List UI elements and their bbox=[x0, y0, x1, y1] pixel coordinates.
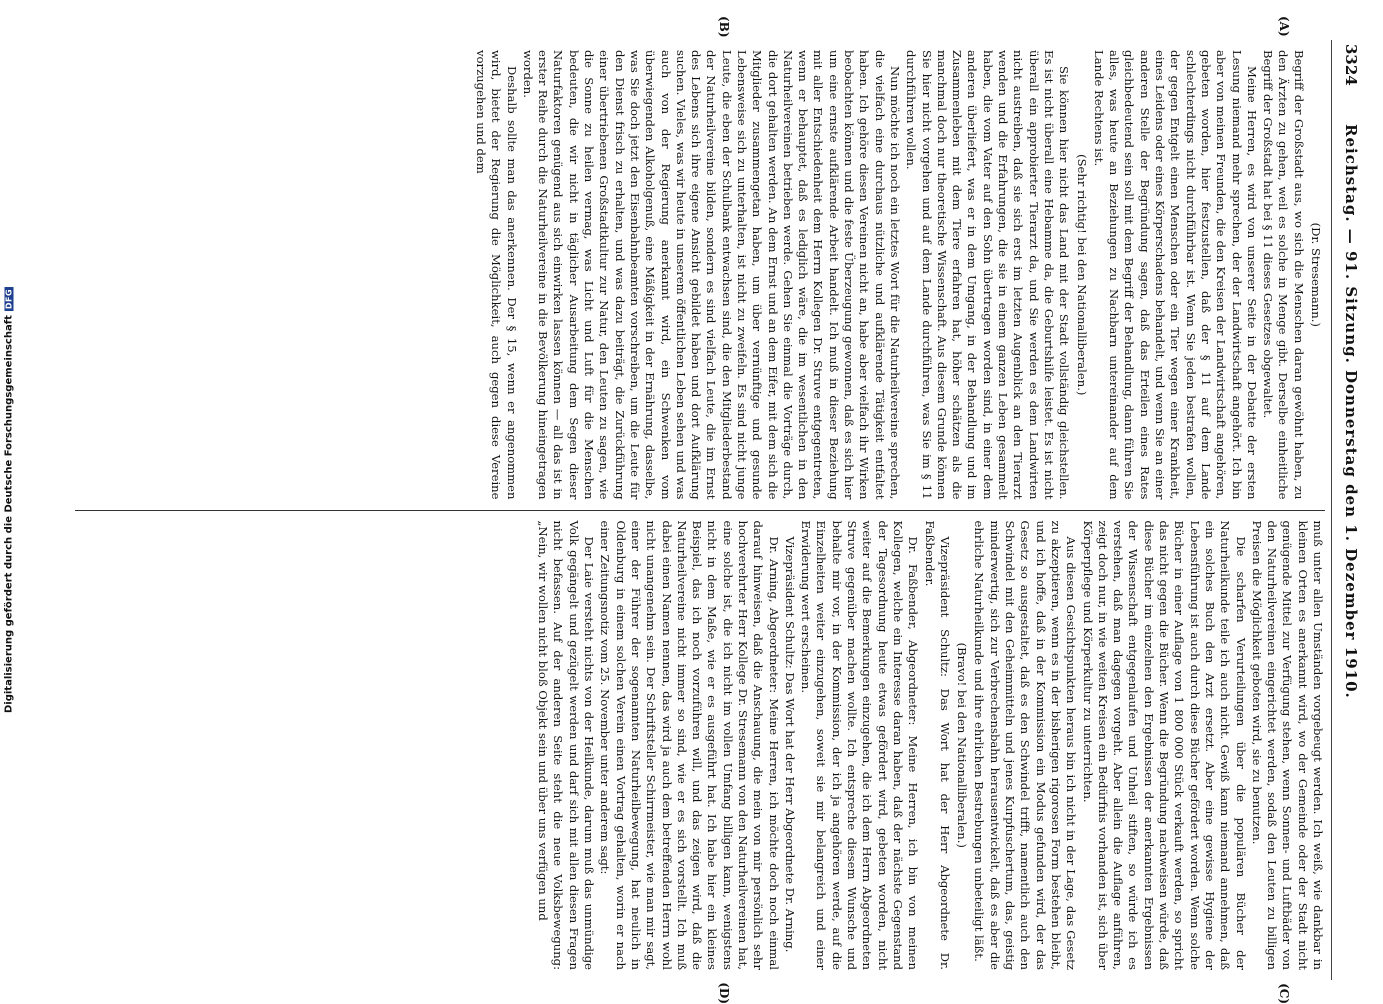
page-header bbox=[1331, 40, 1360, 980]
right-column bbox=[75, 511, 1325, 981]
interjection: (Bravo! bei den Nationalliberalen.) bbox=[955, 642, 970, 848]
margin-letter-b: (B) bbox=[717, 16, 731, 38]
margin-letter-d: (D) bbox=[717, 982, 731, 1004]
paragraph: Nun möchte ich noch ein letztes Wort für die Naturheilvereine sprechen, die vielfach eine durchaus nützliche und aufklärende Tätigkeit entfaltet haben. Ich gehöre diesen Vereinen nicht an, habe aber vielfach ihr Wirken beobachten können und die feste Überzeugung gewonnen, daß es sich hier um eine ernste aufklärende Arbeit handelt. Ich muß in dieser Beziehung mit aller Entschiedenheit dem Herrn Kollegen Dr. Struve entgegentreten, wenn er behauptet, daß es lediglich wäre, die im wesentlichen in den Naturheilvereinen betrieben werde. Gehen Sie einmal die Vorträge durch, die dort gehalten werden. An dem Ernst und an dem Eifer, mit dem sich die Mitglieder zusammengetan haben, um über vernünftige und gesunde Lebensweise sich zu unterhalten, ist nicht zu zweifeln. Es sind nicht junge Leute, die eben der Schulbank entwachsen sind, die den Mitgliederbestand der Naturheilvereine bilden, sondern es sind vielfach Leute, die im Ernst des Lebens sich ihre eigene Ansicht gebildet haben und dort Aufklärung suchen. Vieles, was wir heute in unserem öffentlichen Leben sehen und was auch von der Regierung anerkannt wird, ein Schwenken vom überwiegenden Alkoholgenuß, eine Mäßigkeit in der Ernährung, dasselbe, was Sie doch jetzt den Eisenbahnbeamten vorschreiben, um die Leute für den Dienst frisch zu erhalten, und was dazu beiträgt, die Zurückführung einer übertriebenen Großstadtkultur zur Natur, den Leuten zu sagen, wie die Sonne zu heilen vermag, was Licht und Luft für die Menschen bedeuten, die wir nicht in täglicher Ausarbeitung dem Segen dieser Naturfaktoren genügend aus sich einwirken lassen können — all das ist in erster Reihe durch die Naturheilvereine in die Bevölkerung hineingetragen worden. bbox=[520, 50, 902, 500]
margin-letter-c: (C) bbox=[1277, 983, 1291, 1004]
paragraph: Aus diesen Gesichtspunkten heraus bin ich nicht in der Lage, das Gesetz zu akzeptieren, wenn es in der bisherigen rigorosen Form bestehen bleibt, und ich hoffe, daß in der Kommission ein Modus gefunden wird, der das Gesetz so ausgestaltet, daß es den Schwindel trifft, namentlich auch den Schwindel mit den Geheimmitteln und jenes Kurpfuschertum, das, geistig minderwertig, sich zur Verbrechensbahn herausentwickelt, daß es aber die ehrliche Naturheilkunde und ihre ehrlichen Bestrebungen unbeteiligt läßt. bbox=[972, 520, 1079, 970]
dfg-logo-icon: DFG bbox=[4, 288, 14, 310]
paragraph: muß unter allen Umständen vorgebeugt werden. Ich weiß, wie dankbar in kleinen Orten es anerkannt wird, wo der Gemeinde oder der Stadt nicht genügende Mittel zur Verfügung stehen, wenn Sonnen- und Luftbäder von den Naturheilvereinen eingerichtet werden, sodaß den Leuten zu billigen Preisen die Möglichkeit geboten wird, sie zu benutzen. bbox=[1249, 520, 1325, 970]
page-title: Reichstag. — 91. Sitzung. Donnerstag den 1. Dezember 1910. bbox=[1342, 124, 1360, 699]
speaker-line: Vizepräsident Schultz: Das Wort hat der Herr Abgeordnete Dr. Faßbender. bbox=[922, 520, 952, 970]
paragraph: Die scharfen Verurteilungen über die populären Bücher der Naturheilkunde teile ich auch nicht. Gewiß kann niemand annehmen, daß ein solches Buch den Arzt ersetzt. Aber eine gewisse Hygiene der Lebensführung ist auch durch diese Bücher gefördert worden. Wenn solche Bücher in einer Auflage von 1 800 000 Stück verkauft werden, so spricht das nicht gegen die Bücher. Wenn die Begründung nachweisen würde, daß diese Bücher im einzelnen den Ergebnissen der anerkannten Ergebnissen der Wissenschaft entgegenlaufen und Unheil stiften, so würde ich es verstehen, daß man dagegen vorgeht. Aber allein die Auflage anführen, zeigt doch nur, in wie weiten Kreisen ein Bedürfnis vorhanden ist, sich über Körperpflege und Körperkultur zu unterrichten. bbox=[1080, 520, 1248, 970]
paragraph: Dr. Arning, Abgeordneter: Meine Herren, ich möchte doch noch einmal darauf hinweisen, daß die Anschauung, die mein von mir persönlich sehr hochverehrter Herr Kollege Dr. Stresemann von den Naturheilvereinen hat, eine solche ist, die ich nicht im vollen Umfang billigen kann, wenigstens nicht in dem Maße, wie er es ausgeführt hat. Ich habe hier ein kleines Beispiel, das ich noch vorzuführen will, und das zeigen wird, daß die Naturheilvereine nicht immer so sind, wie er es sich vorstellt. Ich muß dabei einen Namen nennen, das wird ja auch dem betreffenden Herrn wohl nicht unangenehm sein. Der Schriftsteller Schirrmeister, wie man mir sagt, einer der Führer der sogenannten Naturheilbewegung, hat neulich in Oldenburg in einem solchen Verein einen Vortrag gehalten, worin er nach einer Zeitungsnotiz vom 25. November unter anderem sagt: bbox=[598, 520, 781, 970]
page-number: 3324 bbox=[1342, 44, 1360, 86]
digitization-credit bbox=[0, 0, 18, 1000]
interjection: (Sehr richtig! bei den Nationalliberalen.) bbox=[1074, 154, 1089, 396]
margin-letter-a: (A) bbox=[1277, 16, 1291, 37]
paragraph: Meine Herren, es wird von unserer Seite in der Debatte der ersten Lesung niemand mehr sprechen, der der Landwirtschaft angehört. Ich bin aber von meinen Freunden, die den Kreisen der Landwirtschaft angehören, gebeten worden, hier festzustellen, daß der § 11 auf dem Lande schlechterdings nicht durchführbar ist. Wenn Sie jeden bestrafen wollen, der gegen Entgelt einen Menschen oder ein Tier wegen einer Krankheit, eines Leidens oder eines Körperschadens behandelt, und wenn Sie an einer anderen Stelle der Begründung sagen, daß das Erteilen eines Rates gleichbedeutend sein soll mit dem Begriff der Behandlung, dann führen Sie alles, was heute an Beziehungen zu Nachbarn untereinander auf dem Lande Rechtens ist. bbox=[1091, 50, 1259, 500]
text-columns bbox=[75, 16, 1331, 1004]
document-page bbox=[70, 16, 1360, 1004]
page-container bbox=[70, 16, 1360, 1004]
quotation: Der Laie versteht nichts von der Heilkunde, darum muß das unmündige Volk gegängelt und gezügelt werden und darf sich mit allen diesen Fragen nicht befassen. Auf der anderen Seite steht die neue Volksbewegung: „Nein, wir wollen nicht bloß Objekt sein und über uns verfügen und bbox=[536, 520, 597, 970]
paragraph: Deshalb sollte man das anerkennen. Der § 15, wenn er angenommen wird, bietet der Regierung die Möglichkeit, auch gegen diese Vereine vorzugehen und dem bbox=[473, 50, 519, 500]
paragraph: Begriff der Großstadt aus, wo sich die Menschen daran gewöhnt haben, zu den Ärzten zu gehen, weil es solche in Menge gibt. Derselbe einheitliche Begriff der Großstadt hat bei § 11 dieses Gesetzes obgewaltet. bbox=[1261, 50, 1306, 500]
speaker-note: (Dr. Stresemann.) bbox=[1309, 222, 1323, 327]
paragraph: Sie können hier nicht das Land mit der Stadt vollständig gleichstellen. Es ist nicht überall eine Hebamme da, die Geburtshilfe leistet. Es ist nicht überall ein approbierter Tierarzt da, und Sie werden es dem Landwirten nicht austreiben, daß sie sich erst im letzten Augenblick an den Tierarzt wenden und die Erfahrungen, die sie in einem ganzen Leben gesammelt haben, die vom Vater auf den Sohn übertragen worden sind, in einer dem anderen überliefert, was er in dem Umgang, in der Behandlung und im Zusammenleben mit dem Tiere erfahren hat, höher schätzen als die manchmal doch nur theoretische Wissenschaft. Aus diesem Grunde können Sie hier nicht vorgehen und auf dem Lande durchführen, was Sie im § 11 durchführen wollen. bbox=[904, 50, 1072, 500]
left-column bbox=[75, 40, 1325, 510]
speaker-line: Vizepräsident Schultz: Das Wort hat der Herr Abgeordnete Dr. Arning. bbox=[782, 536, 797, 953]
credit-text: Digitalisierung gefördert durch die Deutsche Forschungsgemeinschaft bbox=[3, 315, 15, 714]
paragraph: Dr. Faßbender, Abgeordneter: Meine Herren, ich bin von meinen Kollegen, welche ein Interesse daran haben, daß der nächste Gegenstand der Tagesordnung heute etwas gefördert wird, gebeten worden, nicht weiter auf die Bemerkungen einzugehen, die ich dem Herrn Abgeordneten Struve gegenüber machen wollte. Ich entspreche diesem Wunsche und behalte mir vor, in der Kommission, der ich ja angehören werde, auf die Einzelheiten weiter einzugehen, soweit sie mir belangreich und einer Erwiderung wert erscheinen. bbox=[799, 520, 921, 970]
